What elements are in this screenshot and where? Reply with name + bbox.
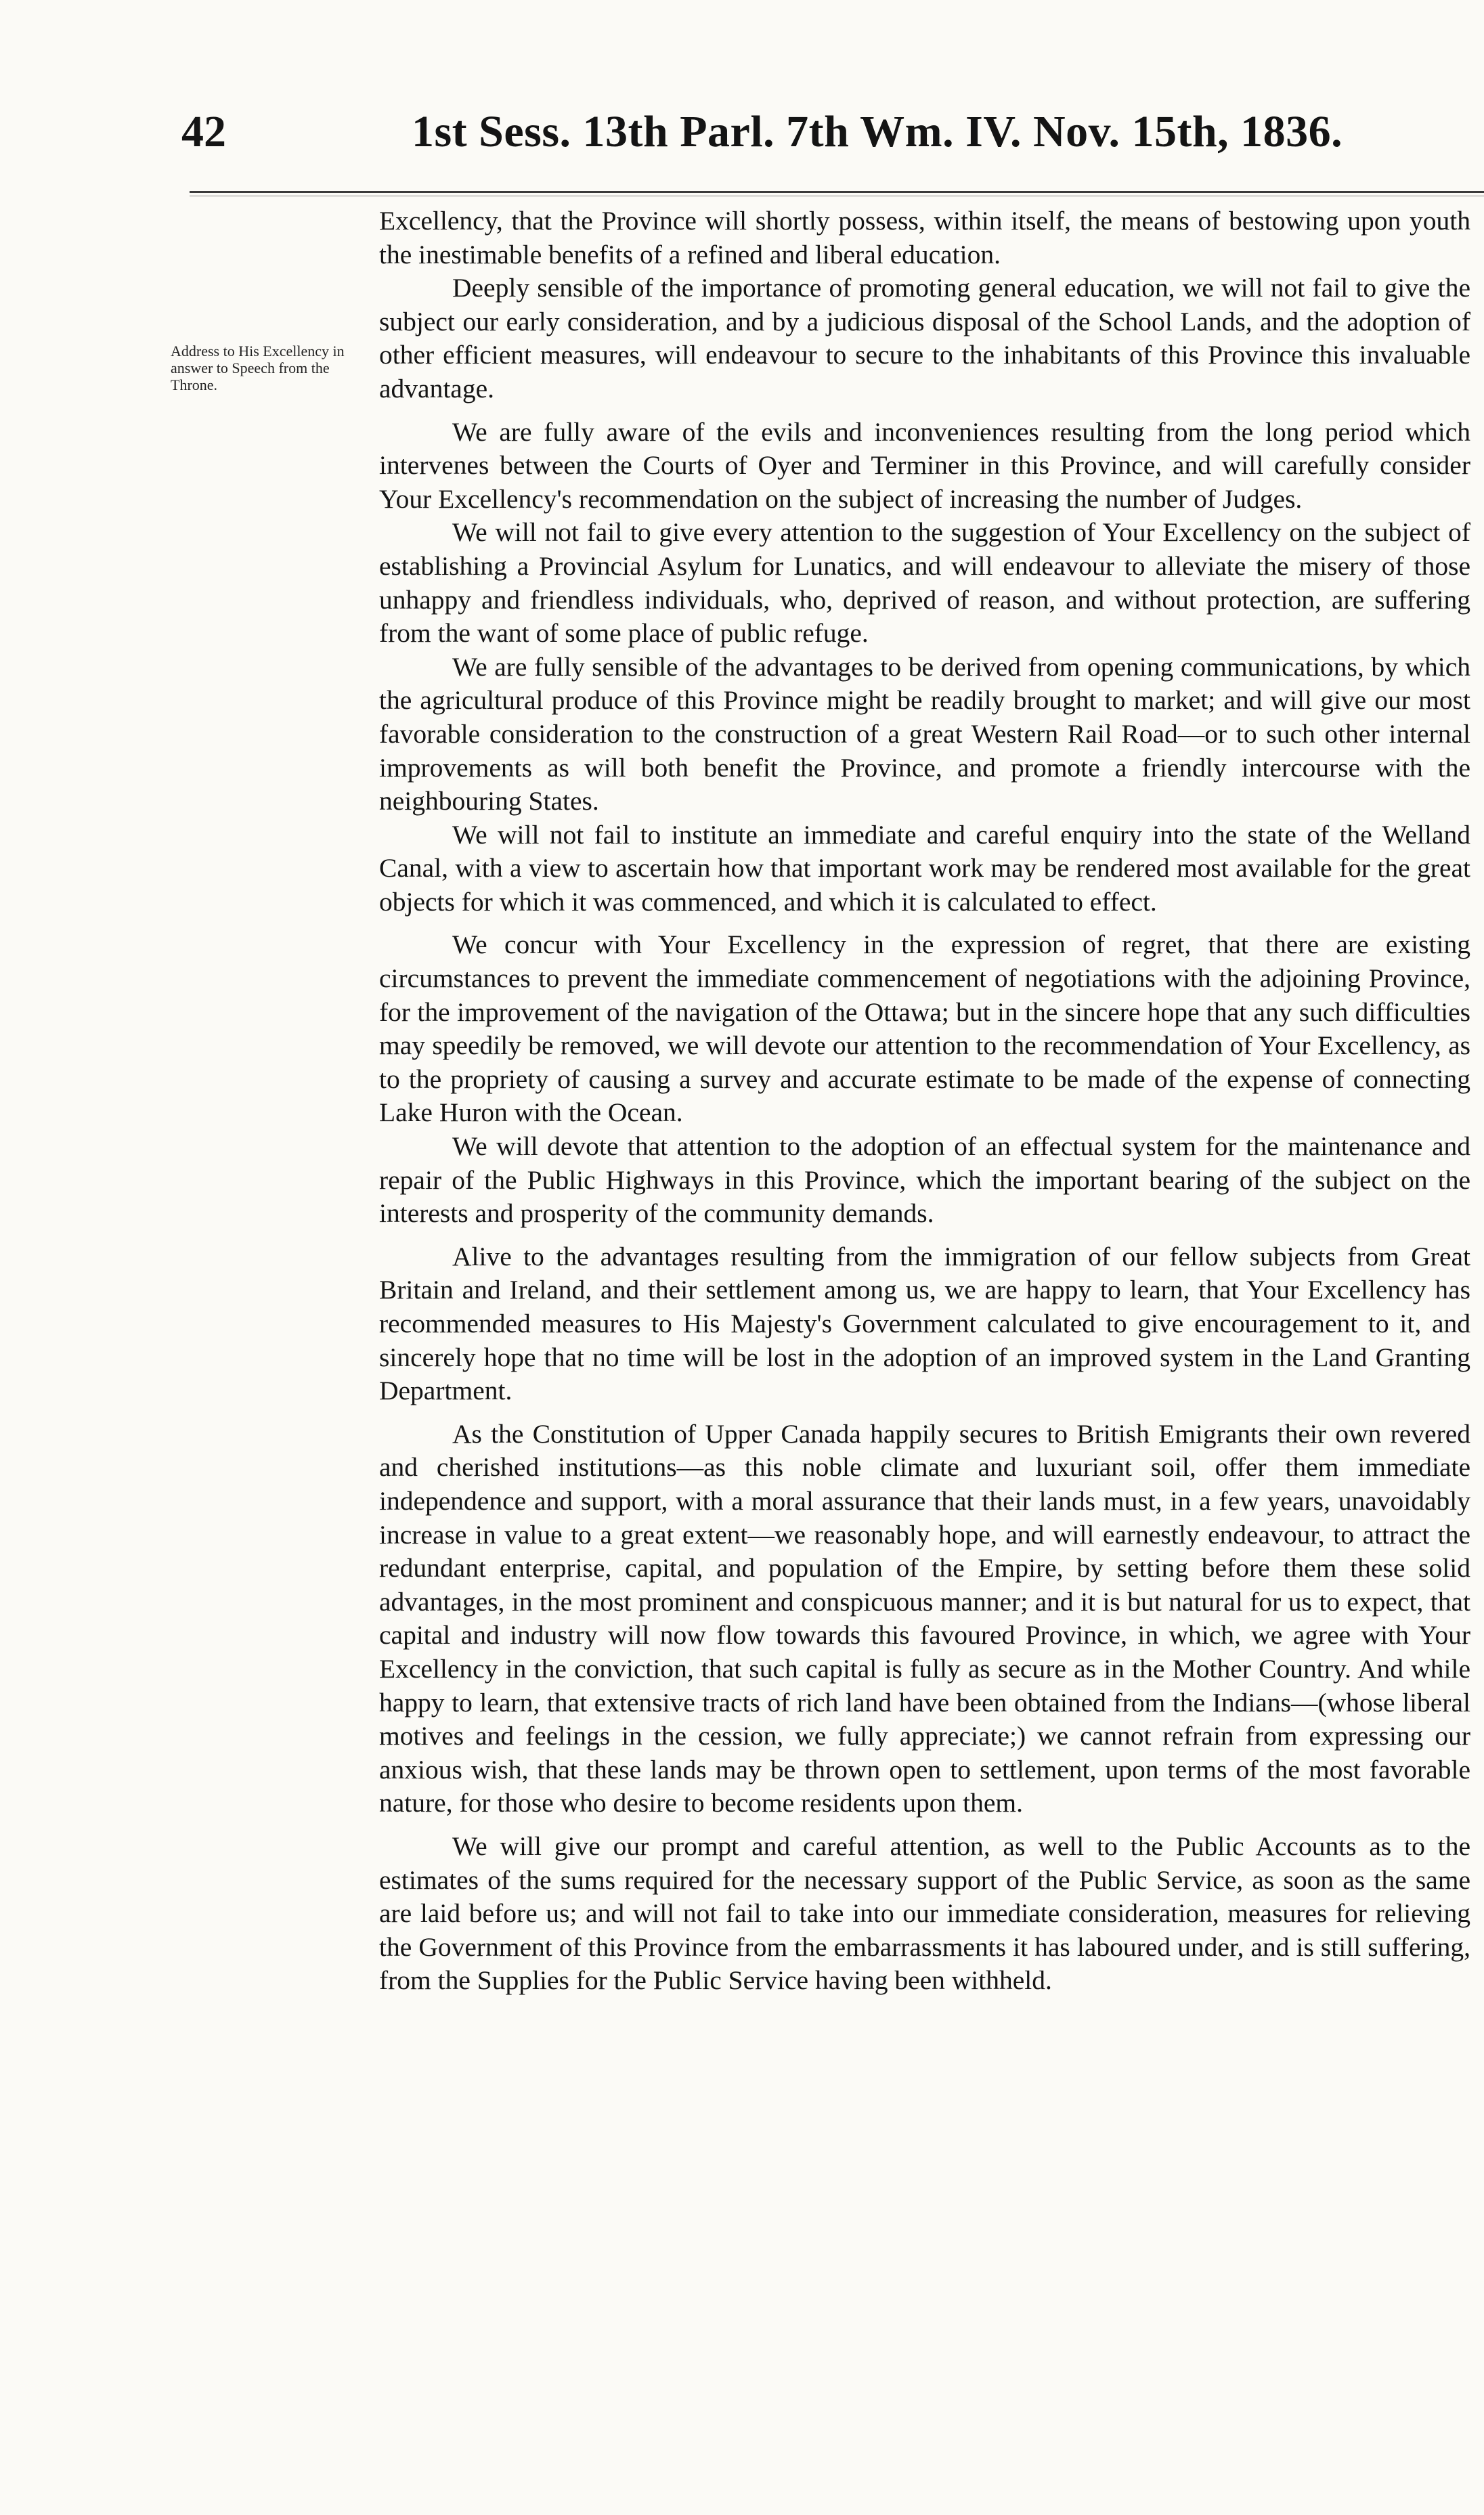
header-rule <box>190 191 1484 193</box>
paragraph: We will not fail to give every attention to the suggestion of Your Excellency on the subject of establishing a Provincial Asylum for Lunatics, and will endeavour to alleviate the misery of those unhappy and friendless individuals, who, deprived of reason, and without protection, are suffering from the want of some place of public refuge. <box>379 517 1470 649</box>
paragraph: We will devote that attention to the adoption of an effectual system for the maintenance and repair of the Public Highways in this Province, which the important bearing of the subject on the interests and prosperity of the community demands. <box>379 1131 1470 1229</box>
running-head: 1st Sess. 13th Parl. 7th Wm. IV. Nov. 15th, 1836. <box>412 107 1343 156</box>
paragraph: We are fully aware of the evils and inconveniences resulting from the long period which intervenes between the Courts of Oyer and Terminer in this Province, and will carefully consider Your Excellency's recommendation on the subject of increasing the number of Judges. <box>379 416 1470 514</box>
page-header <box>181 102 1427 162</box>
margin-note: Address to His Excellency in answer to Speech from the Throne. <box>171 343 345 393</box>
paragraph: We will give our prompt and careful attention, as well to the Public Accounts as to the estimates of the sums required for the necessary support of the Public Service, as soon as the same are laid before us; and will not fail to take into our immediate consideration, measures for relieving the Government of this Province from the embarrassments it has laboured under, and is still suffering, from the Supplies for the Public Service having been withheld. <box>379 1831 1470 1996</box>
paragraph: Excellency, that the Province will shortly possess, within itself, the means of bestowing upon youth the inestimable benefits of a refined and liberal education. <box>379 206 1470 269</box>
paragraph: We will not fail to institute an immediate and careful enquiry into the state of the Welland Canal, with a view to ascertain how that important work may be rendered most available for the great objects for which it was commenced, and which it is calculated to effect. <box>379 819 1470 917</box>
paragraph: We are fully sensible of the advantages to be derived from opening communications, by which the agricultural produce of this Province might be readily brought to market; and will give our most favorable consideration to the construction of a great Western Rail Road—or to such other internal improvements as will both benefit the Province, and promote a friendly intercourse with the neighbouring States. <box>379 651 1470 816</box>
body-text <box>379 204 1470 1998</box>
paragraph: As the Constitution of Upper Canada happily secures to British Emigrants their own revered and cherished institutions—as this noble climate and luxuriant soil, offer them immediate independence and support, with a moral assurance that their lands must, in a few years, unavoidably increase in value to a great extent—we reasonably hope, and will earnestly endeavour, to attract the redundant enterprise, capital, and population of the Empire, by setting before them these solid advantages, in the most prominent and conspicuous manner; and it is but natural for us to expect, that capital and industry will now flow towards this favoured Province, in which, we agree with Your Excellency in the conviction, that such capital is fully as secure as in the Mother Country. And while happy to learn, that extensive tracts of rich land have been obtained from the Indians—(whose liberal motives and feelings in the cession, we fully appreciate;) we cannot refrain from expressing our anxious wish, that these lands may be thrown open to settlement, upon terms of the most favorable nature, for those who desire to become residents upon them. <box>379 1418 1470 1818</box>
paragraph: We concur with Your Excellency in the expression of regret, that there are existing circumstances to prevent the immediate commencement of negotiations with the adjoining Province, for the improvement of the navigation of the Ottawa; but in the sincere hope that any such difficulties may speedily be removed, we will devote our attention to the recommendation of Your Excellency, as to the propriety of causing a survey and accurate estimate to be made of the expense of connecting Lake Huron with the Ocean. <box>379 930 1470 1128</box>
paragraph: Alive to the advantages resulting from the immigration of our fellow subjects from Great Britain and Ireland, and their settlement among us, we are happy to learn, that Your Excellency has recommended measures to His Majesty's Government calculated to give encouragement to it, and sincerely hope that no time will be lost in the adoption of an improved system in the Land Granting Department. <box>379 1241 1470 1406</box>
paragraph: Deeply sensible of the importance of promoting general education, we will not fail to give the subject our early consideration, and by a judicious disposal of the School Lands, and the adoption of other efficient measures, will endeavour to secure to the inhabitants of this Province this invaluable advantage. <box>379 273 1470 403</box>
page-number: 42 <box>181 107 226 156</box>
